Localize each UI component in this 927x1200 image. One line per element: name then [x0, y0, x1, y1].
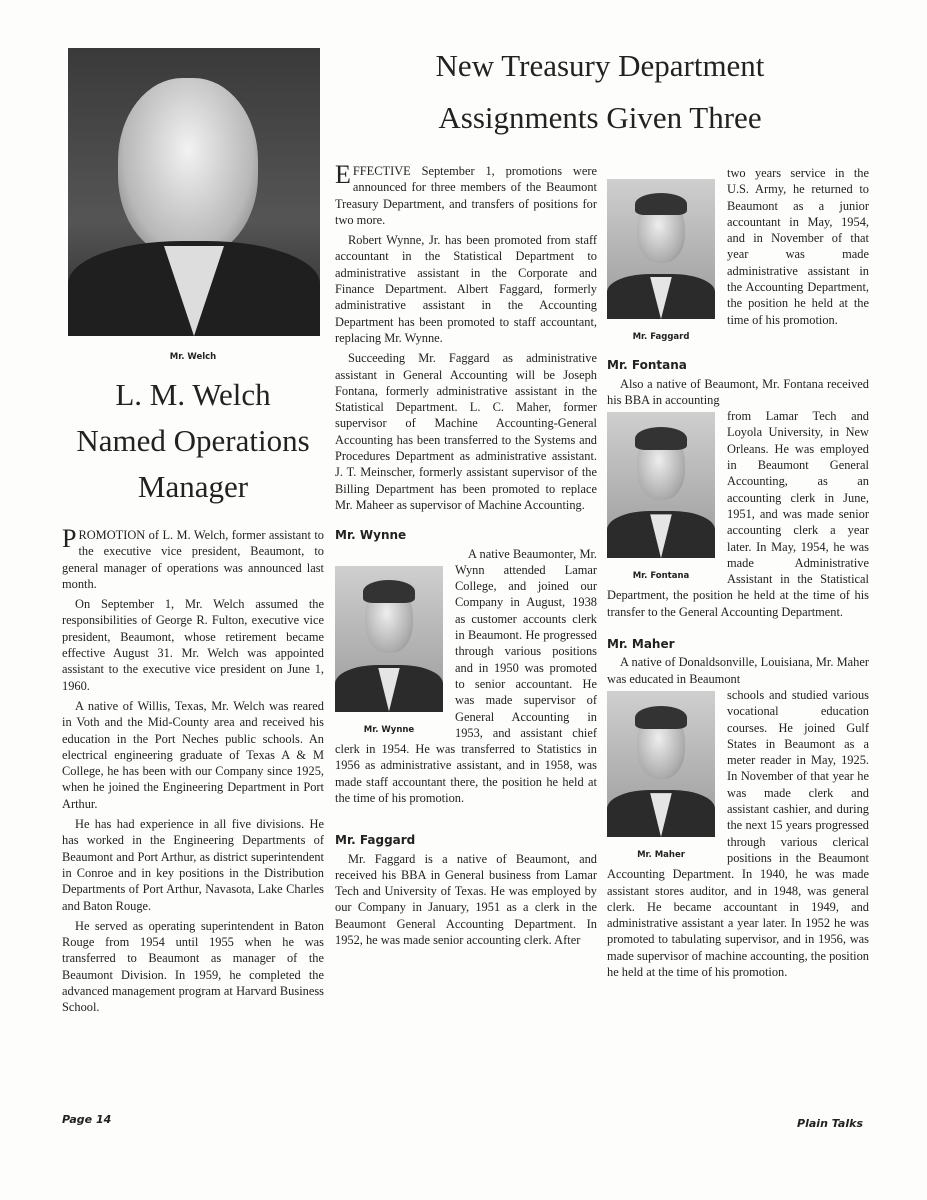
fontana-photo-block — [607, 412, 715, 584]
maher-heading: Mr. Maher — [607, 637, 675, 652]
fontana-heading: Mr. Fontana — [607, 358, 687, 373]
fontana-photo-caption: Mr. Fontana — [632, 571, 690, 582]
treasury-lead-paragraph — [335, 160, 597, 228]
faggard-paragraph-part2: two years service in the U.S. Army, he returned to Beaumont as a junior accountant in May, 1954, and in November of that year was made administrative assistant in the Accounting Department, the position he held at the time of his promotion. — [727, 166, 869, 327]
treasury-title — [350, 40, 850, 144]
drop-cap: E — [335, 160, 351, 189]
headline-line: L. M. Welch — [115, 377, 271, 412]
page-number: Page 14 — [62, 1113, 112, 1126]
welch-headline — [62, 372, 324, 510]
publication-name: Plain Talks — [797, 1117, 863, 1130]
maher-paragraph-rest: schools and studied various vocational education courses. He joined Gulf States in Beaumont as a meter reader in May, 1925. In November of that year he was made clerk and assistant cashier, and during the next 15 years progressed through various clerical positions in the Beaumont Accounting Department. In 1940, he was made assistant stores auditor, and in 1948, was general clerk. He became accountant in 1949, and administrative assistant a year later. In 1952 he was promoted to tabulating supervisor, and in 1956, was made supervisor of machine accounting, the position he held at the time of his promotion. — [607, 687, 869, 979]
welch-lead-paragraph — [62, 524, 324, 592]
treasury-column-middle — [335, 160, 597, 952]
headline-line: Manager — [137, 469, 249, 504]
faggard-paragraph-part1: Mr. Faggard is a native of Beaumont, and received his BBA in General business from Lamar Tech and University of Texas. He was employed by our Company in January, 1951 as a clerk in the Beaumont General Accounting Department. In 1952, he was made senior accounting clerk. After — [335, 851, 597, 948]
wynne-photo-caption: Mr. Wynne — [363, 724, 415, 735]
welch-photo-caption: Mr. Welch — [169, 352, 217, 362]
lead-text: FFECTIVE September 1, promotions were announced for three members of the Beaumont Treasury Department, and transfers of positions for two more. — [335, 164, 597, 227]
wynne-photo — [335, 566, 443, 712]
maher-photo-block — [607, 691, 715, 863]
paragraph: On September 1, Mr. Welch assumed the responsibilities of George R. Fulton, executive vice president, Beaumont, whose retirement became effective August 31. Mr. Welch was appointed assistant to the executive vice president on June 1, 1960. — [62, 597, 324, 693]
welch-article-body — [62, 524, 324, 1020]
lead-text: ROMOTION of L. M. Welch, former assistant to the executive vice president, Beaumont, to general manager of operations was announced last month. — [62, 528, 324, 591]
title-line: New Treasury Department — [435, 48, 765, 83]
paragraph: Robert Wynne, Jr. has been promoted from staff accountant in the Statistical Department to administrative assistant in the Corporate and Finance Department. Albert Faggard, formerly administrative assistant in the Accounting Department has been promoted to staff accountant, replacing Mr. Wynne. — [335, 233, 597, 345]
fontana-photo — [607, 412, 715, 558]
title-line: Assignments Given Three — [438, 100, 762, 135]
maher-photo-caption: Mr. Maher — [637, 849, 685, 860]
paragraph: A native of Willis, Texas, Mr. Welch was reared in Voth and the Mid-County area and received his education in the Port Neches public schools. An electrical engineering graduate of Texas A & M College, he has been with our Company since 1925, when he joined the Engineering Department in Port Arthur. — [62, 698, 324, 811]
fontana-paragraph-rest: from Lamar Tech and Loyola University, in New Orleans. He was employed in Beaumont General Accounting, as an accounting clerk in June, 1951, and was made senior accounting clerk a year later. In May, 1954, he was made Administrative Assistant in the Statistical Department, the position he held at the time of his transfer to the General Accounting Department. — [607, 409, 869, 619]
wynne-heading: Mr. Wynne — [335, 528, 407, 543]
faggard-photo — [607, 179, 715, 319]
welch-photo — [68, 48, 320, 336]
maher-photo — [607, 691, 715, 837]
paragraph: He served as operating superintendent in Baton Rouge from 1954 until 1955 when he was transferred to Beaumont as manager of the Beaumont Division. In 1959, he completed the advanced management program at Harvard Business School. — [62, 918, 324, 1015]
headline-line: Named Operations — [76, 423, 310, 458]
paragraph: Succeeding Mr. Faggard as administrative assistant in General Accounting will be Joseph Fontana, formerly administrative assistant in the Statistical Department. L. C. Maher, former supervisor of Machine Accounting-General Accounting has been transferred to the Systems and Procedures Department as administrative assistant. J. T. Meinscher, formerly assistant supervisor of the Billing Department has been promoted to replace Mr. Maheer as supervisor of Machine Accounting. — [335, 351, 597, 512]
faggard-heading: Mr. Faggard — [335, 833, 416, 848]
wynne-paragraph: A native Beaumonter, Mr. Wynn attended Lamar College, and joined our Company in August, 1938 as customer accounts clerk in Beaumont. He progressed through various positions and in 1950 was promoted to senior accountant. He was made supervisor of General Accounting in 1953, and assistant chief clerk in 1954. He was transferred to Statistics in 1956 as administrative assistant, and in 1958, was made staff accountant there, the position he held at the time of his promotion. — [335, 546, 597, 805]
paragraph: He has had experience in all five divisions. He has worked in the Engineering Departments of Beaumont and Port Arthur, as district superintendent in Conroe and in key positions in the Distribution Departments of Port Arthur, Navasota, Lake Charles and Baton Rouge. — [62, 817, 324, 913]
wynne-photo-block — [335, 566, 443, 738]
maher-paragraph-start: A native of Donaldsonville, Louisiana, Mr. Maher was educated in Beaumont — [607, 655, 869, 686]
faggard-photo-block — [607, 179, 715, 345]
treasury-column-right — [607, 165, 869, 984]
fontana-paragraph-start: Also a native of Beaumont, Mr. Fontana received his BBA in accounting — [607, 376, 869, 407]
drop-cap: P — [62, 524, 77, 553]
faggard-photo-caption: Mr. Faggard — [632, 332, 690, 342]
